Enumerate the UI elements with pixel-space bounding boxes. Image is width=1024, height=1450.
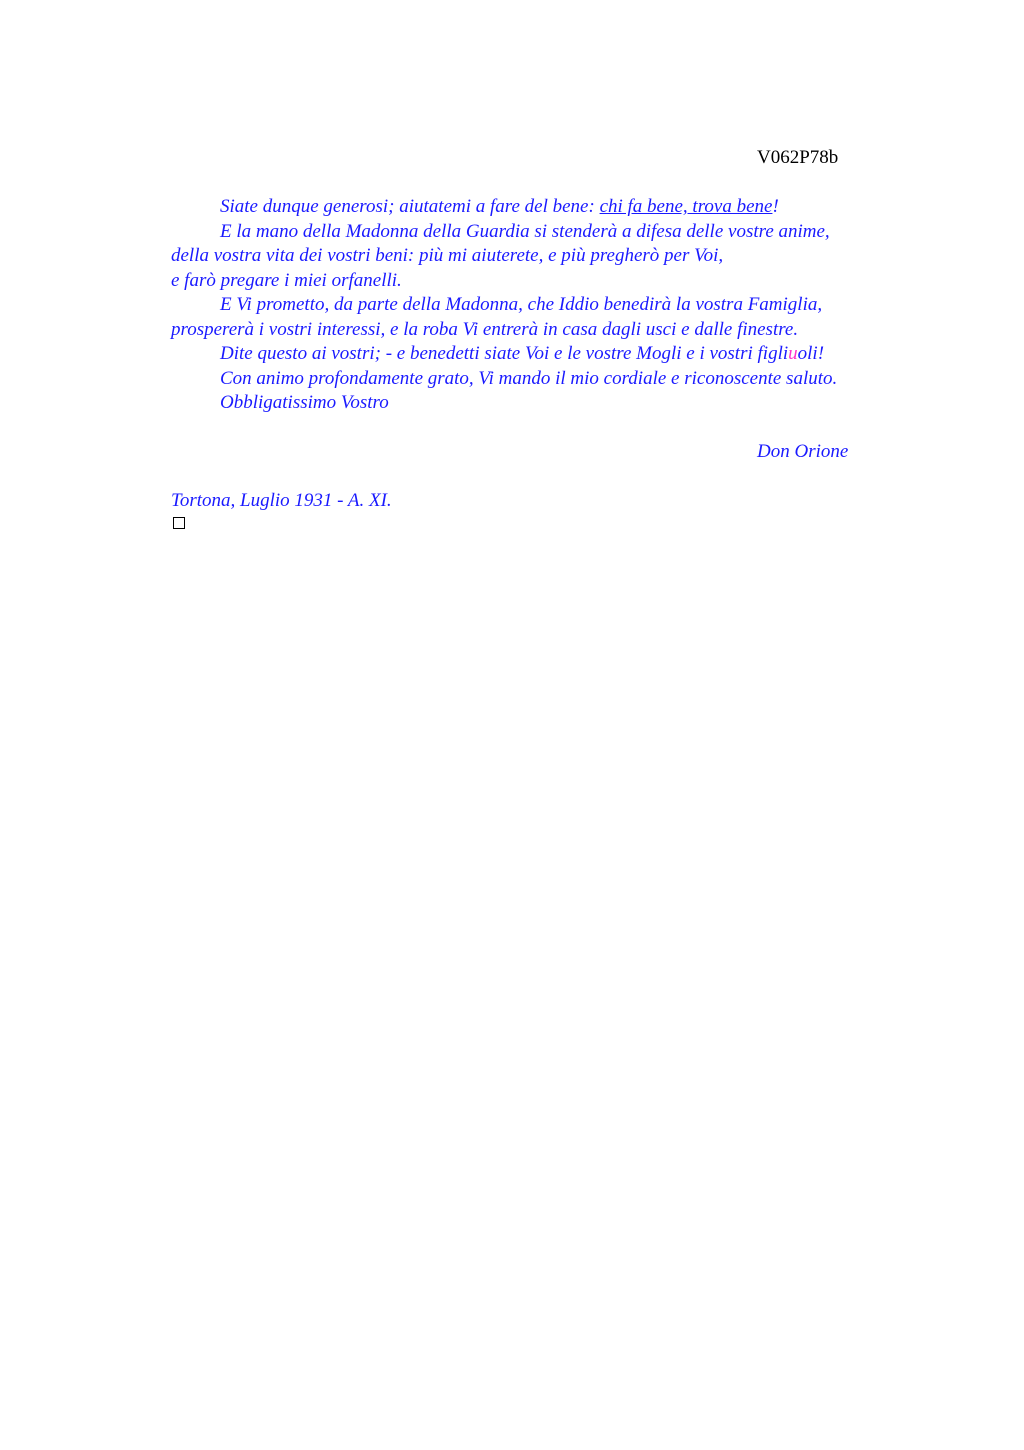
letter-line-1-text: Siate dunque generosi; aiutatemi a fare del bene: [220,196,600,217]
checkbox-square-icon [173,517,185,529]
highlighted-letter: u [788,343,798,364]
letter-line-4: e farò pregare i miei orfanelli. [171,269,402,291]
letter-line-1-end: ! [772,196,779,217]
letter-line-6: prospererà i vostri interessi, e la roba Vi entrerà in casa dagli usci e dalle finestre. [171,318,799,340]
letter-line-1 [171,195,931,220]
letter-line-9: Obbligatissimo Vostro [220,392,389,413]
underlined-motto: chi fa bene, trova bene [599,196,773,217]
letter-line-2: E la mano della Madonna della Guardia si stenderà a difesa delle vostre anime, [220,220,830,242]
letter-line-7-text: Dite questo ai vostri; - e benedetti siate Voi e le vostre Mogli e i vostri figli [220,343,789,364]
place-date: Tortona, Luglio 1931 - A. XI. [171,490,392,511]
letter-line-5: E Vi prometto, da parte della Madonna, che Iddio benedirà la vostra Famiglia, [220,294,823,315]
signature: Don Orione [757,441,849,462]
letter-line-8: Con animo profondamente grato, Vi mando il mio cordiale e riconoscente saluto. [220,367,838,389]
letter-line-3: della vostra vita dei vostri beni: più mi aiuterete, e più pregherò per Voi, [171,245,724,266]
letter-body [171,195,931,416]
reference-code: V062P78b [757,147,839,168]
letter-line-7 [171,342,931,367]
letter-line-7-end: oli! [797,343,825,364]
